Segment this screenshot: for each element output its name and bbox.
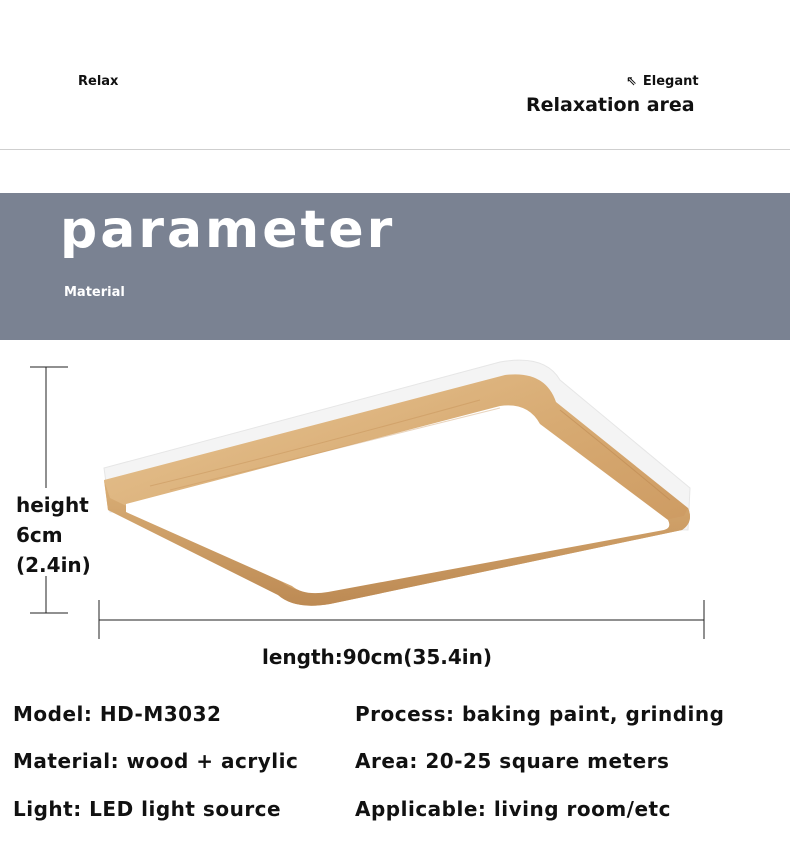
header-elegant-label: Elegant bbox=[642, 74, 699, 89]
header-right-small bbox=[626, 74, 699, 89]
divider bbox=[0, 149, 790, 150]
spec-applicable: Applicable: living room/etc bbox=[355, 797, 671, 821]
lamp-illustration bbox=[0, 340, 790, 650]
length-dimension-label: length:90cm(35.4in) bbox=[262, 645, 493, 669]
height-in: (2.4in) bbox=[16, 553, 91, 577]
banner-subtitle: Material bbox=[64, 285, 125, 300]
height-dimension-label bbox=[16, 490, 91, 580]
spec-material: Material: wood + acrylic bbox=[13, 749, 299, 773]
arrow-up-left-icon: ⇖ bbox=[626, 74, 637, 89]
spec-model: Model: HD-M3032 bbox=[13, 702, 222, 726]
banner-title: parameter bbox=[60, 200, 396, 260]
spec-light: Light: LED light source bbox=[13, 797, 282, 821]
spec-process: Process: baking paint, grinding bbox=[355, 702, 725, 726]
header-left-text: Relax bbox=[78, 74, 119, 89]
height-cm: 6cm bbox=[16, 523, 63, 547]
header-right-title: Relaxation area bbox=[526, 94, 695, 116]
height-word: height bbox=[16, 493, 89, 517]
spec-area: Area: 20-25 square meters bbox=[355, 749, 670, 773]
